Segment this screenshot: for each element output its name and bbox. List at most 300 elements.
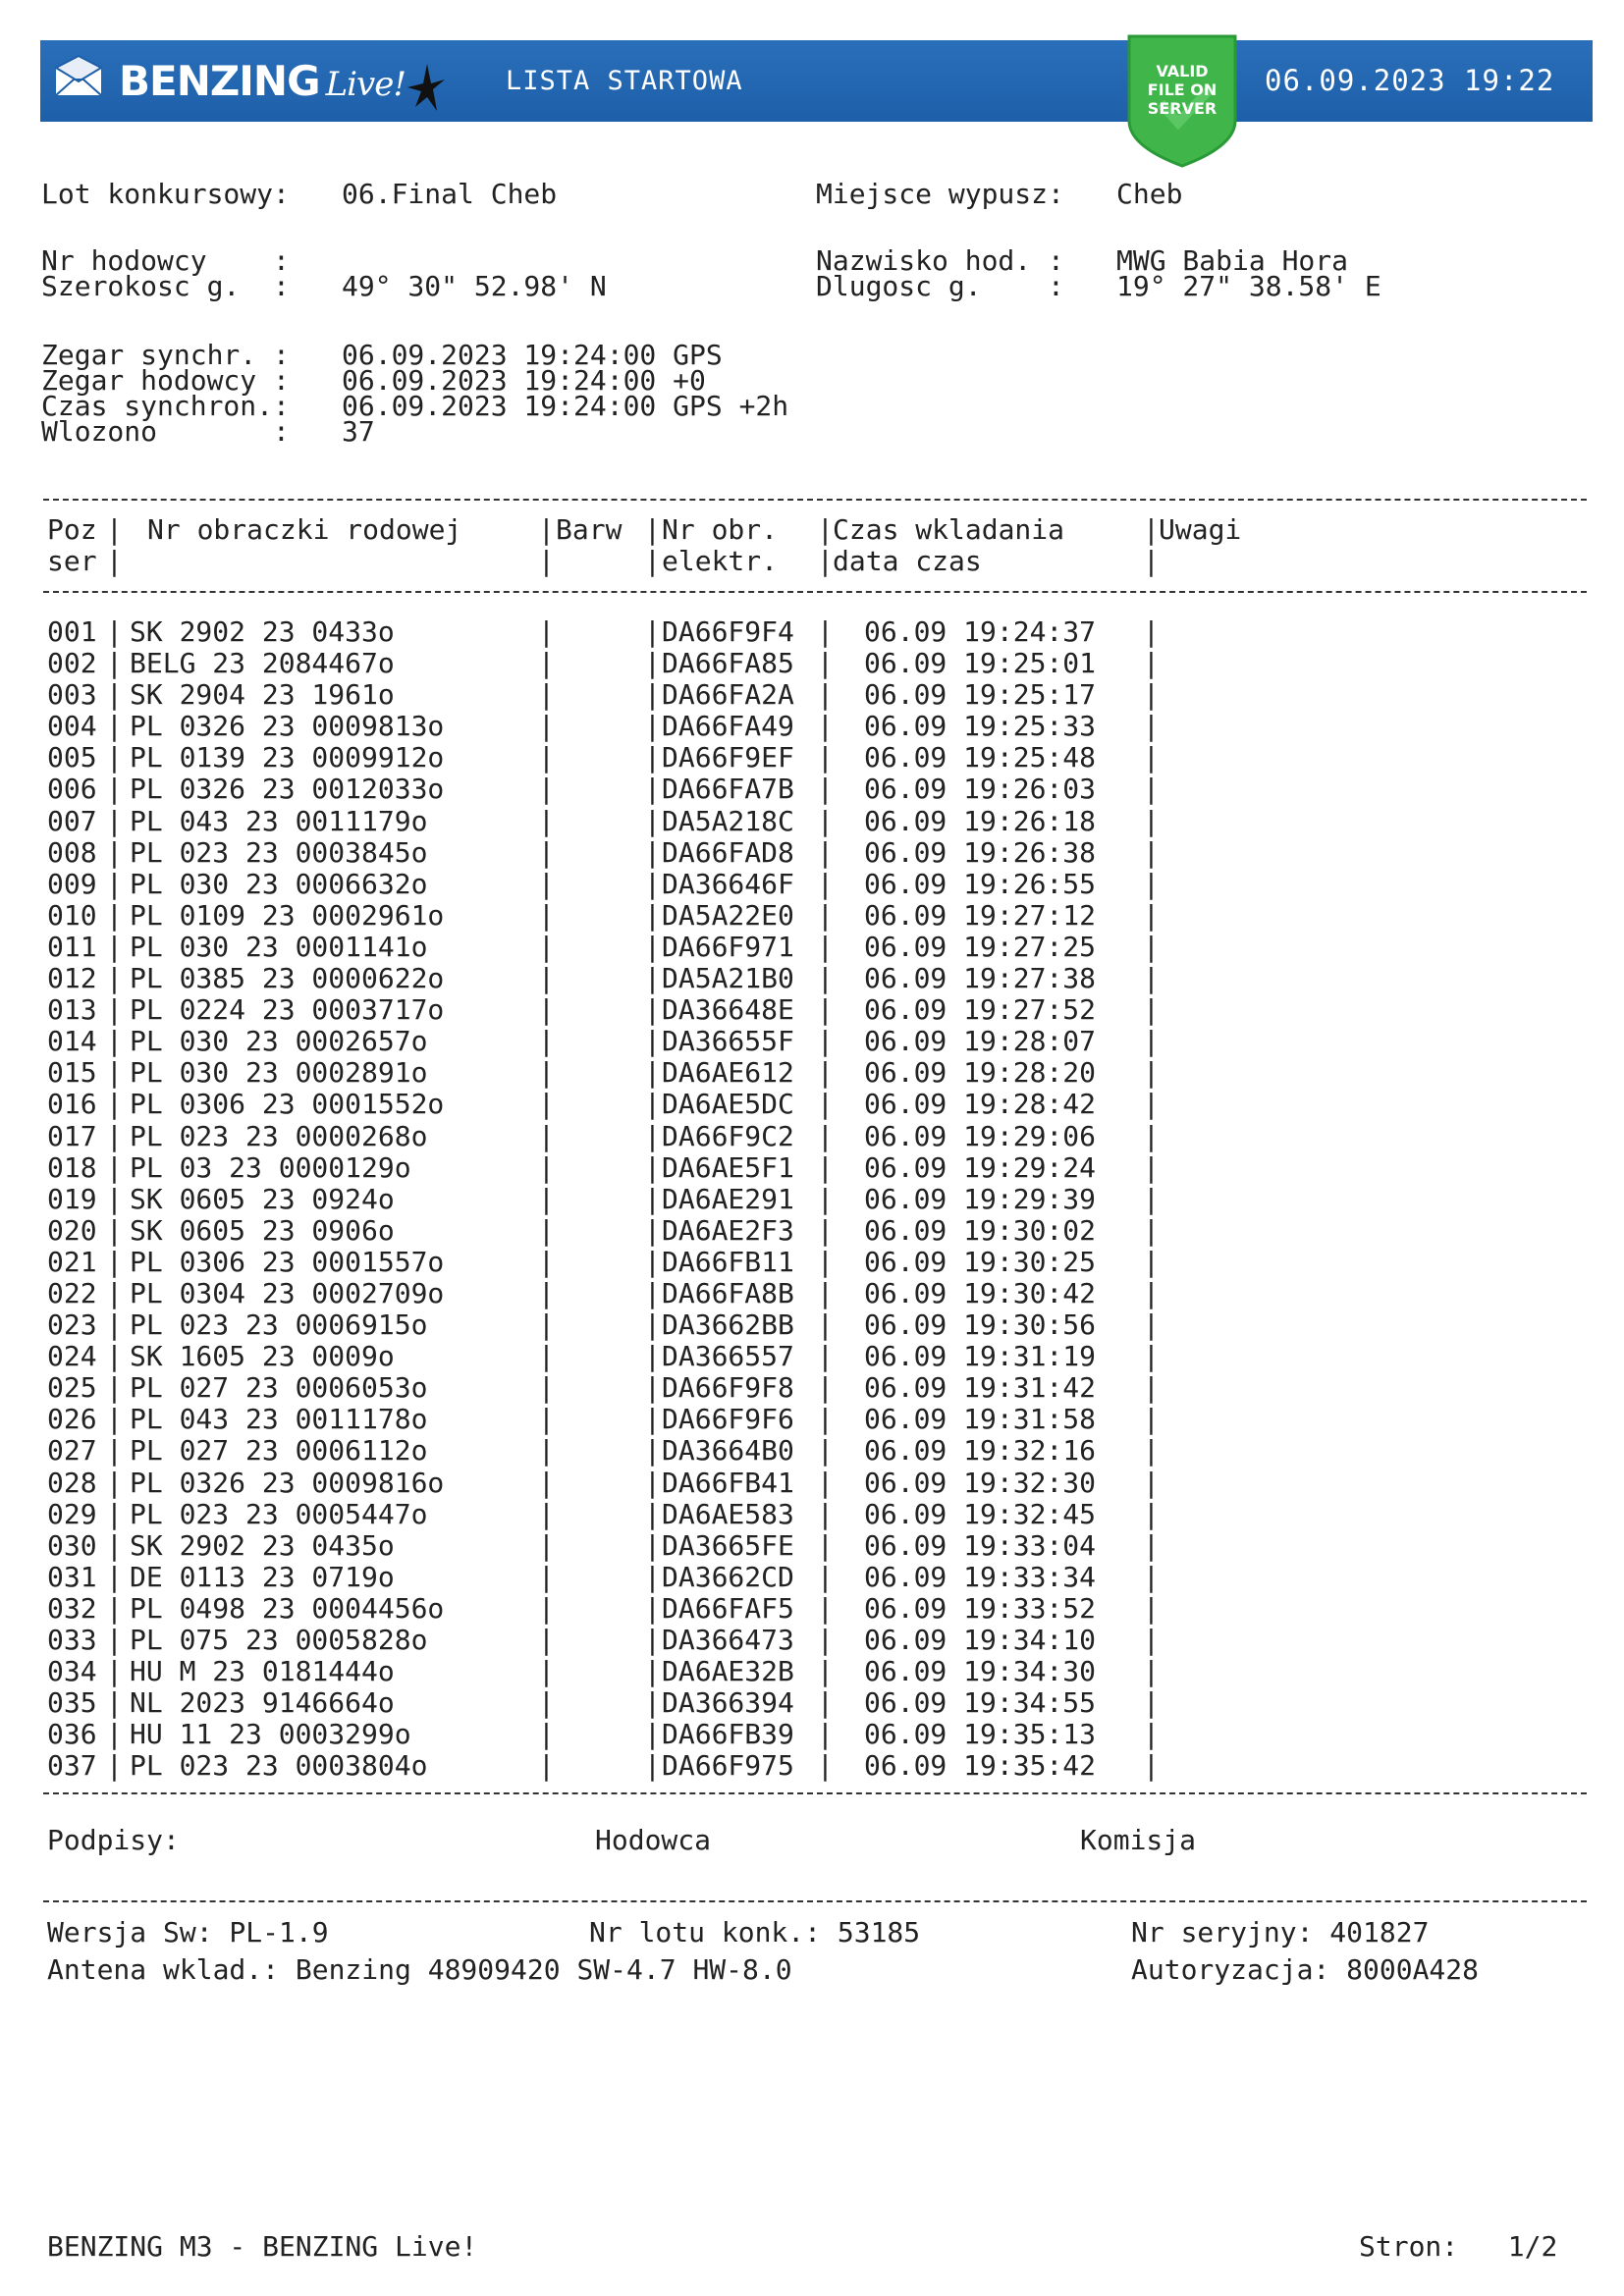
row-sep-2: | — [538, 1497, 555, 1530]
row-electronic-ring: DA6AE291 — [662, 1182, 794, 1215]
row-sep-2: | — [538, 835, 555, 869]
row-basketing-time: 06.09 19:27:12 — [864, 898, 1097, 932]
czas-synchron-label: Czas synchron.: — [41, 390, 290, 422]
document-title: LISTA STARTOWA — [506, 66, 743, 96]
row-poz: 017 — [47, 1119, 97, 1152]
row-ring-number: SK 1605 23 0009o — [130, 1340, 395, 1373]
row-sep-3: | — [644, 1718, 661, 1751]
row-sep-3: | — [644, 1308, 661, 1342]
row-basketing-time: 06.09 19:25:01 — [864, 647, 1097, 680]
row-sep-3: | — [644, 930, 661, 963]
row-sep-3: | — [644, 1276, 661, 1309]
row-sep-3: | — [644, 1245, 661, 1278]
row-sep-2: | — [538, 1686, 555, 1720]
row-ring-number: SK 2904 23 1961o — [130, 678, 395, 712]
row-sep-5: | — [1143, 1497, 1160, 1530]
row-ring-number: SK 2902 23 0433o — [130, 615, 395, 648]
row-sep-3: | — [644, 1213, 661, 1247]
row-sep-2: | — [538, 1466, 555, 1499]
row-poz: 007 — [47, 804, 97, 837]
row-basketing-time: 06.09 19:27:25 — [864, 930, 1097, 963]
row-poz: 031 — [47, 1560, 97, 1593]
row-sep-4: | — [817, 773, 834, 806]
row-sep-4: | — [817, 1497, 834, 1530]
row-sep-5: | — [1143, 1624, 1160, 1656]
nazwisko-value: MWG Babia Hora — [1116, 244, 1349, 277]
row-electronic-ring: DA66FB11 — [662, 1245, 794, 1278]
row-poz: 004 — [47, 710, 97, 743]
signature-commission: Komisja — [1080, 1824, 1197, 1856]
zegar-synchr-value: 06.09.2023 19:24:00 GPS — [342, 339, 723, 371]
row-poz: 006 — [47, 773, 97, 806]
row-ring-number: PL 030 23 0002891o — [130, 1056, 428, 1090]
row-sep-2: | — [538, 1560, 555, 1593]
row-sep-1: | — [106, 678, 123, 712]
row-poz: 037 — [47, 1749, 97, 1783]
row-ring-number: PL 043 23 0011178o — [130, 1403, 428, 1436]
col-header-sep-1: | — [106, 513, 123, 546]
col-header-sep-5b: | — [1143, 545, 1160, 577]
row-sep-1: | — [106, 710, 123, 743]
row-sep-2: | — [538, 1150, 555, 1184]
col-header-sep-5: | — [1143, 513, 1160, 546]
row-sep-1: | — [106, 647, 123, 680]
col-header-barw: Barw — [556, 513, 623, 546]
row-sep-2: | — [538, 1056, 555, 1090]
col-header-sep-4: | — [817, 513, 834, 546]
row-basketing-time: 06.09 19:32:30 — [864, 1466, 1097, 1499]
row-basketing-time: 06.09 19:28:42 — [864, 1088, 1097, 1121]
row-sep-5: | — [1143, 615, 1160, 648]
row-sep-5: | — [1143, 962, 1160, 995]
row-poz: 016 — [47, 1088, 97, 1121]
row-basketing-time: 06.09 19:33:34 — [864, 1560, 1097, 1593]
row-sep-3: | — [644, 1686, 661, 1720]
row-sep-1: | — [106, 962, 123, 995]
row-sep-2: | — [538, 615, 555, 648]
row-poz: 012 — [47, 962, 97, 995]
row-sep-3: | — [644, 1088, 661, 1121]
row-sep-3: | — [644, 835, 661, 869]
row-sep-3: | — [644, 1624, 661, 1656]
row-sep-4: | — [817, 1718, 834, 1751]
row-poz: 029 — [47, 1497, 97, 1530]
row-sep-1: | — [106, 1718, 123, 1751]
row-poz: 015 — [47, 1056, 97, 1090]
row-basketing-time: 06.09 19:25:33 — [864, 710, 1097, 743]
row-sep-4: | — [817, 1025, 834, 1058]
row-electronic-ring: DA366394 — [662, 1686, 794, 1720]
row-basketing-time: 06.09 19:35:42 — [864, 1749, 1097, 1783]
row-electronic-ring: DA6AE32B — [662, 1655, 794, 1688]
row-ring-number: PL 023 23 0000268o — [130, 1119, 428, 1152]
row-poz: 036 — [47, 1718, 97, 1751]
row-sep-1: | — [106, 1340, 123, 1373]
row-electronic-ring: DA36648E — [662, 993, 794, 1027]
brand-logo: BENZING Live! — [119, 57, 406, 105]
row-sep-2: | — [538, 1025, 555, 1058]
row-sep-2: | — [538, 1528, 555, 1562]
row-sep-5: | — [1143, 773, 1160, 806]
row-sep-1: | — [106, 1025, 123, 1058]
row-sep-2: | — [538, 1245, 555, 1278]
row-sep-1: | — [106, 1655, 123, 1688]
col-header-sep-2: | — [538, 513, 555, 546]
row-sep-5: | — [1143, 1403, 1160, 1436]
row-sep-2: | — [538, 1276, 555, 1309]
row-basketing-time: 06.09 19:26:38 — [864, 835, 1097, 869]
zegar-hodowcy-value: 06.09.2023 19:24:00 +0 — [342, 364, 706, 397]
row-sep-4: | — [817, 1340, 834, 1373]
row-basketing-time: 06.09 19:25:17 — [864, 678, 1097, 712]
pages-value: 1/2 — [1507, 2230, 1558, 2263]
row-sep-1: | — [106, 867, 123, 900]
row-sep-1: | — [106, 1466, 123, 1499]
col-header-time-1: Czas wkladania — [833, 513, 1065, 546]
lot-value: 06.Final Cheb — [342, 178, 558, 210]
col-header-ser: ser — [47, 545, 97, 577]
row-basketing-time: 06.09 19:30:25 — [864, 1245, 1097, 1278]
row-electronic-ring: DA66F9C2 — [662, 1119, 794, 1152]
row-electronic-ring: DA6AE612 — [662, 1056, 794, 1090]
row-sep-5: | — [1143, 993, 1160, 1027]
row-sep-3: | — [644, 993, 661, 1027]
row-sep-2: | — [538, 867, 555, 900]
row-sep-4: | — [817, 930, 834, 963]
software-version: Wersja Sw: PL-1.9 — [47, 1916, 329, 1949]
row-sep-3: | — [644, 867, 661, 900]
row-sep-2: | — [538, 1749, 555, 1783]
col-header-poz: Poz — [47, 513, 97, 546]
row-ring-number: PL 030 23 0001141o — [130, 930, 428, 963]
pigeon-logo-icon — [402, 58, 451, 117]
row-sep-3: | — [644, 1340, 661, 1373]
row-basketing-time: 06.09 19:29:24 — [864, 1150, 1097, 1184]
row-electronic-ring: DA66FA7B — [662, 773, 794, 806]
row-sep-3: | — [644, 1560, 661, 1593]
row-electronic-ring: DA6AE5F1 — [662, 1150, 794, 1184]
row-sep-1: | — [106, 1276, 123, 1309]
row-sep-1: | — [106, 1624, 123, 1656]
row-ring-number: PL 023 23 0003804o — [130, 1749, 428, 1783]
row-sep-5: | — [1143, 710, 1160, 743]
row-sep-5: | — [1143, 741, 1160, 774]
row-poz: 022 — [47, 1276, 97, 1309]
col-header-sep-3: | — [644, 513, 661, 546]
authorization: Autoryzacja: 8000A428 — [1131, 1953, 1480, 1986]
row-electronic-ring: DA366473 — [662, 1624, 794, 1656]
row-ring-number: PL 0304 23 0002709o — [130, 1276, 445, 1309]
row-poz: 011 — [47, 930, 97, 963]
row-sep-4: | — [817, 867, 834, 900]
row-poz: 030 — [47, 1528, 97, 1562]
col-header-sep-4b: | — [817, 545, 834, 577]
row-sep-1: | — [106, 804, 123, 837]
row-sep-2: | — [538, 1308, 555, 1342]
row-sep-5: | — [1143, 1213, 1160, 1247]
row-sep-2: | — [538, 993, 555, 1027]
row-basketing-time: 06.09 19:29:06 — [864, 1119, 1097, 1152]
row-basketing-time: 06.09 19:34:55 — [864, 1686, 1097, 1720]
row-sep-2: | — [538, 1371, 555, 1405]
row-basketing-time: 06.09 19:33:04 — [864, 1528, 1097, 1562]
row-electronic-ring: DA66FA49 — [662, 710, 794, 743]
row-ring-number: PL 0306 23 0001557o — [130, 1245, 445, 1278]
row-ring-number: PL 03 23 0000129o — [130, 1150, 411, 1184]
row-basketing-time: 06.09 19:34:10 — [864, 1624, 1097, 1656]
row-sep-3: | — [644, 1528, 661, 1562]
row-sep-5: | — [1143, 1560, 1160, 1593]
row-sep-5: | — [1143, 1466, 1160, 1499]
row-sep-4: | — [817, 1371, 834, 1405]
row-poz: 023 — [47, 1308, 97, 1342]
row-sep-5: | — [1143, 1245, 1160, 1278]
row-electronic-ring: DA5A218C — [662, 804, 794, 837]
row-sep-2: | — [538, 1182, 555, 1215]
row-ring-number: SK 2902 23 0435o — [130, 1528, 395, 1562]
row-ring-number: NL 2023 9146664o — [130, 1686, 395, 1720]
row-sep-5: | — [1143, 1056, 1160, 1090]
row-sep-3: | — [644, 773, 661, 806]
row-sep-2: | — [538, 710, 555, 743]
row-sep-4: | — [817, 1056, 834, 1090]
col-header-ring: Nr obraczki rodowej — [147, 513, 462, 546]
row-poz: 005 — [47, 741, 97, 774]
footer-product: BENZING M3 - BENZING Live! — [47, 2230, 478, 2263]
row-sep-1: | — [106, 741, 123, 774]
row-ring-number: PL 023 23 0003845o — [130, 835, 428, 869]
szerokosc-label: Szerokosc g. : — [41, 270, 290, 302]
row-sep-4: | — [817, 1434, 834, 1468]
pages-label: Stron: — [1359, 2230, 1459, 2263]
row-sep-1: | — [106, 1245, 123, 1278]
row-sep-4: | — [817, 1655, 834, 1688]
row-basketing-time: 06.09 19:31:19 — [864, 1340, 1097, 1373]
header-banner — [40, 40, 1593, 122]
row-poz: 009 — [47, 867, 97, 900]
row-basketing-time: 06.09 19:26:55 — [864, 867, 1097, 900]
row-poz: 002 — [47, 647, 97, 680]
row-poz: 025 — [47, 1371, 97, 1405]
row-sep-4: | — [817, 804, 834, 837]
row-sep-5: | — [1143, 1371, 1160, 1405]
col-header-sep-2b: | — [538, 545, 555, 577]
row-sep-2: | — [538, 1434, 555, 1468]
lot-label: Lot konkursowy: — [41, 178, 290, 210]
row-ring-number: PL 0224 23 0003717o — [130, 993, 445, 1027]
row-ring-number: PL 030 23 0006632o — [130, 867, 428, 900]
row-poz: 026 — [47, 1403, 97, 1436]
col-header-uwagi: Uwagi — [1159, 513, 1242, 546]
row-sep-4: | — [817, 647, 834, 680]
row-ring-number: BELG 23 2084467o — [130, 647, 395, 680]
row-sep-3: | — [644, 741, 661, 774]
row-sep-5: | — [1143, 1308, 1160, 1342]
row-poz: 018 — [47, 1150, 97, 1184]
row-electronic-ring: DA66FA2A — [662, 678, 794, 712]
row-sep-2: | — [538, 1655, 555, 1688]
row-ring-number: PL 023 23 0006915o — [130, 1308, 428, 1342]
row-sep-1: | — [106, 898, 123, 932]
row-sep-3: | — [644, 1434, 661, 1468]
row-basketing-time: 06.09 19:25:48 — [864, 741, 1097, 774]
row-basketing-time: 06.09 19:26:18 — [864, 804, 1097, 837]
row-ring-number: SK 0605 23 0924o — [130, 1182, 395, 1215]
row-basketing-time: 06.09 19:35:13 — [864, 1718, 1097, 1751]
row-sep-4: | — [817, 678, 834, 712]
row-ring-number: PL 0109 23 0002961o — [130, 898, 445, 932]
row-sep-1: | — [106, 1213, 123, 1247]
row-electronic-ring: DA3662CD — [662, 1560, 794, 1593]
row-sep-1: | — [106, 773, 123, 806]
row-sep-3: | — [644, 804, 661, 837]
row-sep-3: | — [644, 1749, 661, 1783]
row-electronic-ring: DA66FB39 — [662, 1718, 794, 1751]
row-sep-4: | — [817, 1466, 834, 1499]
row-sep-5: | — [1143, 804, 1160, 837]
row-electronic-ring: DA66F9F6 — [662, 1403, 794, 1436]
row-sep-4: | — [817, 962, 834, 995]
row-sep-1: | — [106, 1371, 123, 1405]
row-ring-number: PL 0326 23 0009816o — [130, 1466, 445, 1499]
row-sep-5: | — [1143, 1025, 1160, 1058]
divider-line — [43, 1792, 1587, 1796]
row-sep-1: | — [106, 1560, 123, 1593]
antenna-info: Antena wklad.: Benzing 48909420 SW-4.7 HW-8.0 — [47, 1953, 792, 1986]
row-sep-4: | — [817, 1182, 834, 1215]
row-electronic-ring: DA6AE583 — [662, 1497, 794, 1530]
row-basketing-time: 06.09 19:30:42 — [864, 1276, 1097, 1309]
row-poz: 028 — [47, 1466, 97, 1499]
wlozono-value: 37 — [342, 415, 375, 448]
row-ring-number: PL 043 23 0011179o — [130, 804, 428, 837]
row-electronic-ring: DA36646F — [662, 867, 794, 900]
row-poz: 001 — [47, 615, 97, 648]
row-electronic-ring: DA5A22E0 — [662, 898, 794, 932]
row-electronic-ring: DA66FAF5 — [662, 1591, 794, 1625]
row-sep-1: | — [106, 993, 123, 1027]
row-ring-number: PL 027 23 0006112o — [130, 1434, 428, 1468]
row-sep-1: | — [106, 615, 123, 648]
nazwisko-label: Nazwisko hod. : — [816, 244, 1064, 277]
col-header-time-2: data czas — [833, 545, 982, 577]
row-poz: 013 — [47, 993, 97, 1027]
row-sep-5: | — [1143, 1434, 1160, 1468]
row-poz: 024 — [47, 1340, 97, 1373]
row-sep-3: | — [644, 1591, 661, 1625]
row-sep-1: | — [106, 1056, 123, 1090]
row-ring-number: PL 030 23 0002657o — [130, 1025, 428, 1058]
row-sep-5: | — [1143, 930, 1160, 963]
row-sep-4: | — [817, 741, 834, 774]
valid-badge-text: VALID FILE ON SERVER — [1147, 62, 1218, 118]
row-sep-2: | — [538, 1624, 555, 1656]
row-basketing-time: 06.09 19:32:45 — [864, 1497, 1097, 1530]
row-sep-3: | — [644, 1371, 661, 1405]
row-sep-5: | — [1143, 1591, 1160, 1625]
wlozono-label: Wlozono : — [41, 415, 290, 448]
col-header-elec-2: elektr. — [662, 545, 779, 577]
row-sep-5: | — [1143, 898, 1160, 932]
row-sep-4: | — [817, 615, 834, 648]
row-electronic-ring: DA66FA85 — [662, 647, 794, 680]
row-sep-3: | — [644, 1403, 661, 1436]
row-sep-1: | — [106, 1434, 123, 1468]
row-poz: 020 — [47, 1213, 97, 1247]
row-sep-4: | — [817, 1686, 834, 1720]
signatures-label: Podpisy: — [47, 1824, 180, 1856]
row-basketing-time: 06.09 19:24:37 — [864, 615, 1097, 648]
row-sep-4: | — [817, 1591, 834, 1625]
row-sep-1: | — [106, 1119, 123, 1152]
row-ring-number: HU M 23 0181444o — [130, 1655, 395, 1688]
row-sep-2: | — [538, 898, 555, 932]
row-electronic-ring: DA3662BB — [662, 1308, 794, 1342]
divider-line — [43, 499, 1587, 503]
nr-hodowcy-label: Nr hodowcy : — [41, 244, 290, 277]
row-sep-1: | — [106, 1308, 123, 1342]
row-sep-4: | — [817, 710, 834, 743]
row-ring-number: PL 0326 23 0012033o — [130, 773, 445, 806]
row-sep-3: | — [644, 710, 661, 743]
col-header-sep-3b: | — [644, 545, 661, 577]
row-ring-number: PL 023 23 0005447o — [130, 1497, 428, 1530]
row-sep-3: | — [644, 1182, 661, 1215]
row-sep-3: | — [644, 1119, 661, 1152]
envelope-logo-icon — [54, 54, 103, 97]
szerokosc-value: 49° 30" 52.98' N — [342, 270, 607, 302]
row-sep-4: | — [817, 1560, 834, 1593]
row-electronic-ring: DA6AE5DC — [662, 1088, 794, 1121]
page-indicator — [1359, 2230, 1557, 2263]
row-sep-4: | — [817, 1749, 834, 1783]
row-sep-4: | — [817, 835, 834, 869]
row-sep-1: | — [106, 1528, 123, 1562]
row-sep-5: | — [1143, 835, 1160, 869]
row-sep-4: | — [817, 1528, 834, 1562]
row-ring-number: HU 11 23 0003299o — [130, 1718, 411, 1751]
row-electronic-ring: DA66F971 — [662, 930, 794, 963]
row-sep-1: | — [106, 1150, 123, 1184]
row-basketing-time: 06.09 19:27:52 — [864, 993, 1097, 1027]
row-sep-2: | — [538, 962, 555, 995]
row-sep-2: | — [538, 1340, 555, 1373]
row-poz: 010 — [47, 898, 97, 932]
row-sep-5: | — [1143, 1749, 1160, 1783]
row-basketing-time: 06.09 19:28:07 — [864, 1025, 1097, 1058]
row-sep-3: | — [644, 1025, 661, 1058]
row-sep-3: | — [644, 1497, 661, 1530]
row-ring-number: PL 027 23 0006053o — [130, 1371, 428, 1405]
row-poz: 008 — [47, 835, 97, 869]
row-sep-4: | — [817, 1308, 834, 1342]
row-sep-3: | — [644, 1150, 661, 1184]
row-electronic-ring: DA66F975 — [662, 1749, 794, 1783]
divider-line — [43, 1900, 1587, 1904]
row-sep-4: | — [817, 1276, 834, 1309]
row-sep-5: | — [1143, 678, 1160, 712]
row-electronic-ring: DA5A21B0 — [662, 962, 794, 995]
row-basketing-time: 06.09 19:30:02 — [864, 1213, 1097, 1247]
row-electronic-ring: DA3664B0 — [662, 1434, 794, 1468]
row-sep-5: | — [1143, 1088, 1160, 1121]
row-sep-2: | — [538, 804, 555, 837]
row-sep-3: | — [644, 615, 661, 648]
row-sep-2: | — [538, 1718, 555, 1751]
row-poz: 003 — [47, 678, 97, 712]
row-sep-3: | — [644, 898, 661, 932]
row-sep-4: | — [817, 1403, 834, 1436]
